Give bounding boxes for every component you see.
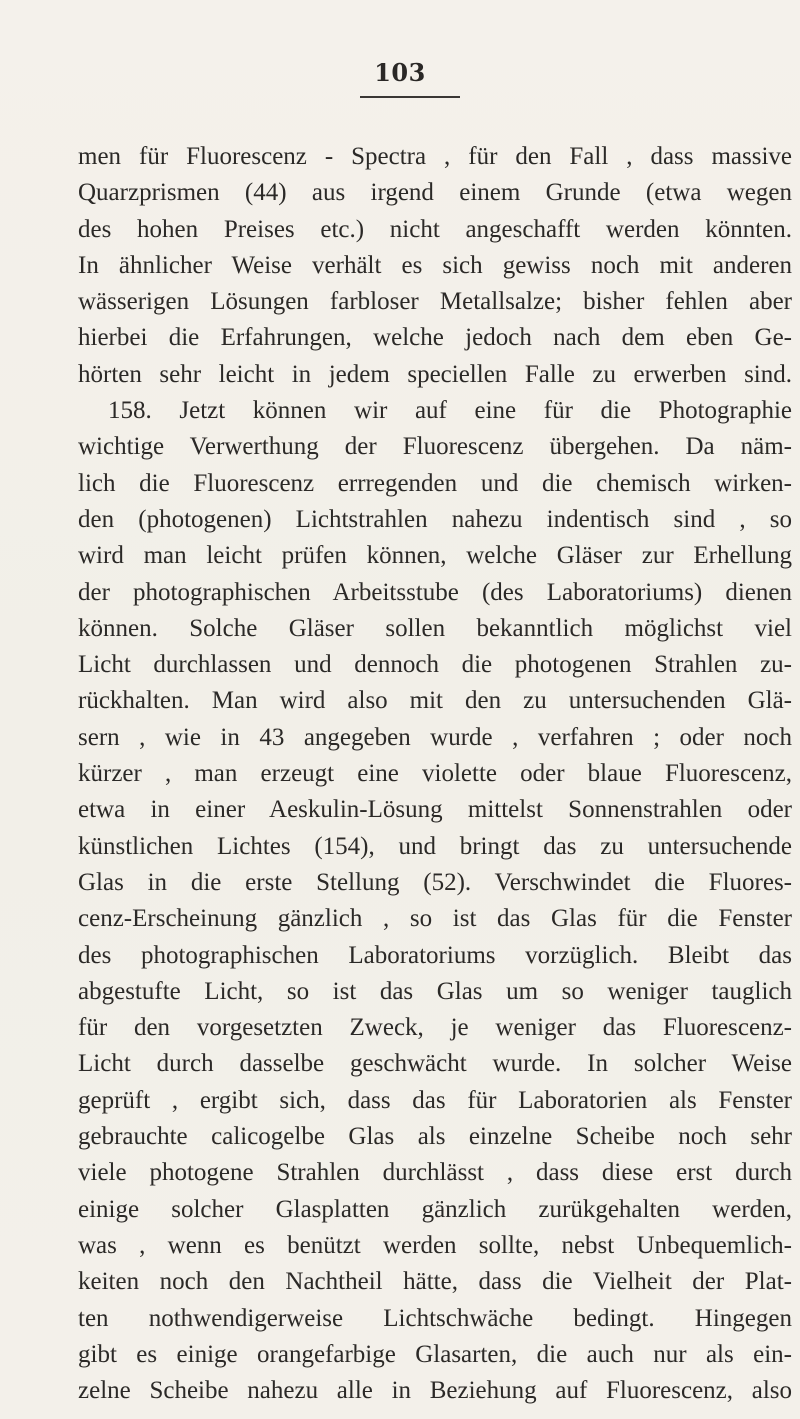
text-line: kürzer , man erzeugt eine violette oder blaue Fluorescenz, xyxy=(78,760,792,788)
text-line: cenz-Erscheinung gänzlich , so ist das Glas für die Fenster xyxy=(78,905,792,933)
text-line: In ähnlicher Weise verhält es sich gewiss noch mit anderen xyxy=(78,251,792,279)
text-line: ten nothwendigerweise Lichtschwäche bedingt. Hingegen xyxy=(78,1304,792,1332)
page-number: 103 xyxy=(374,58,426,87)
text-line: Licht durch dasselbe geschwächt wurde. In solcher Weise xyxy=(78,1050,792,1078)
text-line: gibt es einige orangefarbige Glasarten, die auch nur als ein- xyxy=(78,1340,792,1368)
paragraph-start-line: 158. Jetzt können wir auf eine für die Photographie xyxy=(108,397,792,425)
text-line: abgestufte Licht, so ist das Glas um so weniger tauglich xyxy=(78,977,792,1005)
text-line: lich die Fluorescenz errregenden und die chemisch wirken- xyxy=(78,469,792,497)
text-line: gebrauchte calicogelbe Glas als einzelne Scheibe noch sehr xyxy=(78,1123,792,1151)
text-line: können. Solche Gläser sollen bekanntlich möglichst viel xyxy=(78,614,792,642)
text-line: wässerigen Lösungen farbloser Metallsalze; bisher fehlen aber xyxy=(78,288,792,316)
text-line: sern , wie in 43 angegeben wurde , verfahren ; oder noch xyxy=(78,723,792,751)
text-line: hörten sehr leicht in jedem speciellen Falle zu erwerben sind. xyxy=(78,360,792,388)
text-line: viele photogene Strahlen durchlässt , dass diese erst durch xyxy=(78,1159,792,1187)
text-line: hierbei die Erfahrungen, welche jedoch nach dem eben Ge- xyxy=(78,324,792,352)
text-line: geprüft , ergibt sich, dass das für Laboratorien als Fenster xyxy=(78,1086,792,1114)
text-line: des hohen Preises etc.) nicht angeschafft werden könnten. xyxy=(78,215,792,243)
text-line: einige solcher Glasplatten gänzlich zurükgehalten werden, xyxy=(78,1195,792,1223)
text-line: rückhalten. Man wird also mit den zu untersuchenden Glä- xyxy=(78,687,792,715)
text-line: künstlichen Lichtes (154), und bringt das zu untersuchende xyxy=(78,832,792,860)
text-line: Licht durchlassen und dennoch die photogenen Strahlen zu- xyxy=(78,651,792,679)
text-line: den (photogenen) Lichtstrahlen nahezu indentisch sind , so xyxy=(78,505,792,533)
text-line: wichtige Verwerthung der Fluorescenz übergehen. Da näm- xyxy=(78,433,792,461)
text-line: wird man leicht prüfen können, welche Gläser zur Erhellung xyxy=(78,542,792,570)
text-line: men für Fluorescenz - Spectra , für den Fall , dass massive xyxy=(78,143,792,170)
text-line: Glas in die erste Stellung (52). Verschwindet die Fluores- xyxy=(78,868,792,896)
body-text xyxy=(78,139,792,1409)
text-line: Quarzprismen (44) aus irgend einem Grunde (etwa wegen xyxy=(78,179,792,207)
text-line: der photographischen Arbeitsstube (des Laboratoriums) dienen xyxy=(78,578,792,606)
text-line: für den vorgesetzten Zweck, je weniger das Fluorescenz- xyxy=(78,1014,792,1042)
text-line: zelne Scheibe nahezu alle in Beziehung auf Fluorescenz, also xyxy=(78,1377,792,1405)
page-number-underline xyxy=(360,96,460,98)
text-line: keiten noch den Nachtheil hätte, dass die Vielheit der Plat- xyxy=(78,1268,792,1296)
text-line: des photographischen Laboratoriums vorzüglich. Bleibt das xyxy=(78,941,792,969)
text-line: etwa in einer Aeskulin-Lösung mittelst Sonnenstrahlen oder xyxy=(78,796,792,824)
text-line: was , wenn es benützt werden sollte, nebst Unbequemlich- xyxy=(78,1231,792,1259)
